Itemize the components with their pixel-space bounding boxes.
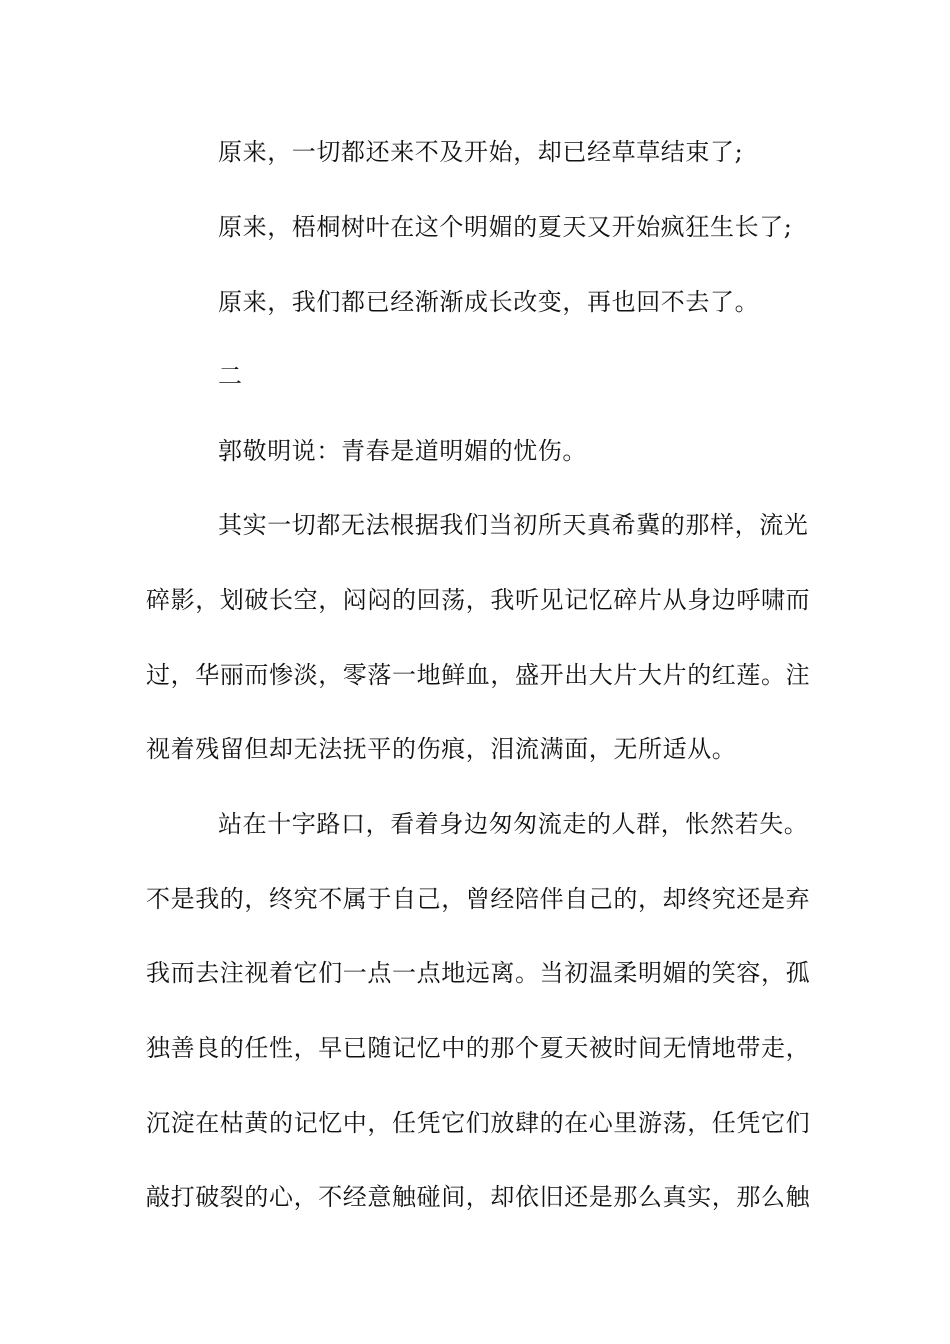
intro-line-1: 原来，一切都还来不及开始，却已经草草结束了;	[218, 138, 744, 166]
section-heading: 二	[218, 362, 243, 390]
paragraph-2-line-3: 我而去注视着它们一点一点地远离。当初温柔明媚的笑容，孤	[146, 959, 811, 987]
intro-line-3: 原来，我们都已经渐渐成长改变，再也回不去了。	[218, 288, 760, 316]
paragraph-1-line-4: 视着残留但却无法抚平的伤痕，泪流满面，无所适从。	[146, 735, 737, 763]
intro-line-2: 原来，梧桐树叶在这个明媚的夏天又开始疯狂生长了;	[218, 213, 793, 241]
paragraph-2-line-5: 沉淀在枯黄的记忆中，任凭它们放肆的在心里游荡，任凭它们	[146, 1109, 811, 1137]
quote-line: 郭敬明说：青春是道明媚的忧伤。	[218, 437, 587, 465]
paragraph-2-line-1: 站在十字路口，看着身边匆匆流走的人群，怅然若失。	[218, 810, 809, 838]
paragraph-1-line-2: 碎影，划破长空，闷闷的回荡，我听见记忆碎片从身边呼啸而	[146, 586, 811, 614]
paragraph-1-line-3: 过，华丽而惨淡，零落一地鲜血，盛开出大片大片的红莲。注	[146, 661, 811, 689]
paragraph-2-line-2: 不是我的，终究不属于自己，曾经陪伴自己的，却终究还是弃	[146, 885, 811, 913]
paragraph-2-line-6: 敲打破裂的心，不经意触碰间，却依旧还是那么真实，那么触	[146, 1183, 811, 1211]
paragraph-2-line-4: 独善良的任性，早已随记忆中的那个夏天被时间无情地带走，	[146, 1034, 811, 1062]
paragraph-1-line-1: 其实一切都无法根据我们当初所天真希冀的那样，流光	[218, 511, 809, 539]
